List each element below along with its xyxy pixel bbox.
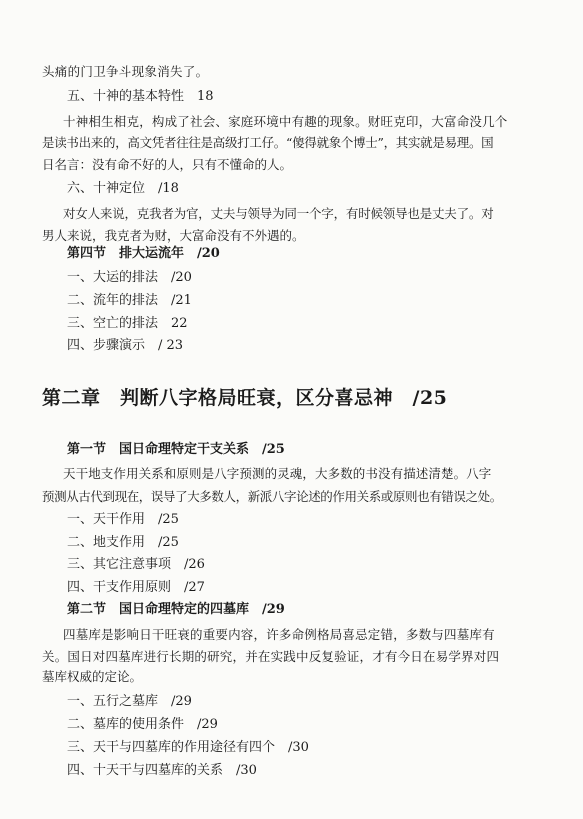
text-line: 日名言：没有命不好的人，只有不懂命的人。 bbox=[42, 157, 293, 172]
section-heading: 第四节 排大运流年 /20 bbox=[67, 246, 220, 261]
text-line: 天干地支作用关系和原则是八字预测的灵魂，大多数的书没有描述清楚。八字 bbox=[63, 466, 492, 481]
toc-entry: 二、地支作用 /25 bbox=[67, 535, 179, 550]
toc-entry: 五、十神的基本特性 18 bbox=[67, 89, 214, 104]
section-heading: 第一节 国日命理特定干支关系 /25 bbox=[67, 442, 285, 457]
toc-entry: 一、五行之墓库 /29 bbox=[67, 694, 192, 709]
text-line: 预测从古代到现在，误导了大多数人，新派八字论述的作用关系或原则也有错误之处。 bbox=[42, 489, 502, 504]
toc-entry: 三、天干与四墓库的作用途径有四个 /30 bbox=[67, 740, 309, 755]
section-heading: 第二节 国日命理特定的四墓库 /29 bbox=[67, 602, 285, 617]
toc-entry: 四、干支作用原则 /27 bbox=[67, 580, 205, 595]
text-line: 对女人来说，克我者为官，丈夫与领导为同一个字，有时候领导也是丈夫了。对 bbox=[63, 206, 494, 221]
chapter-title: 第二章 判断八字格局旺衰，区分喜忌神 /25 bbox=[42, 387, 448, 409]
toc-entry: 三、空亡的排法 22 bbox=[67, 316, 188, 331]
toc-entry: 四、步骤演示 / 23 bbox=[67, 338, 184, 353]
text-line: 四墓库是影响日干旺衰的重要内容，许多命例格局喜忌定错，多数与四墓库有 bbox=[63, 627, 495, 642]
toc-entry: 三、其它注意事项 /26 bbox=[67, 557, 205, 572]
text-line: 关。国日对四墓库进行长期的研究，并在实践中反复验证，才有今日在易学界对四 bbox=[42, 649, 500, 664]
toc-entry: 一、天干作用 /25 bbox=[67, 512, 179, 527]
toc-entry: 六、十神定位 /18 bbox=[67, 181, 179, 196]
text-line: 十神相生相克，构成了社会、家庭环境中有趣的现象。财旺克印，大富命没几个 bbox=[63, 114, 508, 129]
toc-entry: 四、十天干与四墓库的关系 /30 bbox=[67, 763, 257, 778]
toc-entry: 二、墓库的使用条件 /29 bbox=[67, 717, 218, 732]
text-line: 男人来说，我克者为财，大富命没有不外遇的。 bbox=[42, 228, 305, 243]
toc-entry: 二、流年的排法 /21 bbox=[67, 293, 192, 308]
toc-entry: 一、大运的排法 /20 bbox=[67, 270, 192, 285]
text-line: 头痛的门卫争斗现象消失了。 bbox=[42, 64, 209, 79]
text-line: 墓库权威的定论。 bbox=[42, 669, 143, 684]
text-line: 是读书出来的，高文凭者往往是高级打工仔。“傻得就象个博士”，其实就是易理。国 bbox=[42, 135, 494, 150]
